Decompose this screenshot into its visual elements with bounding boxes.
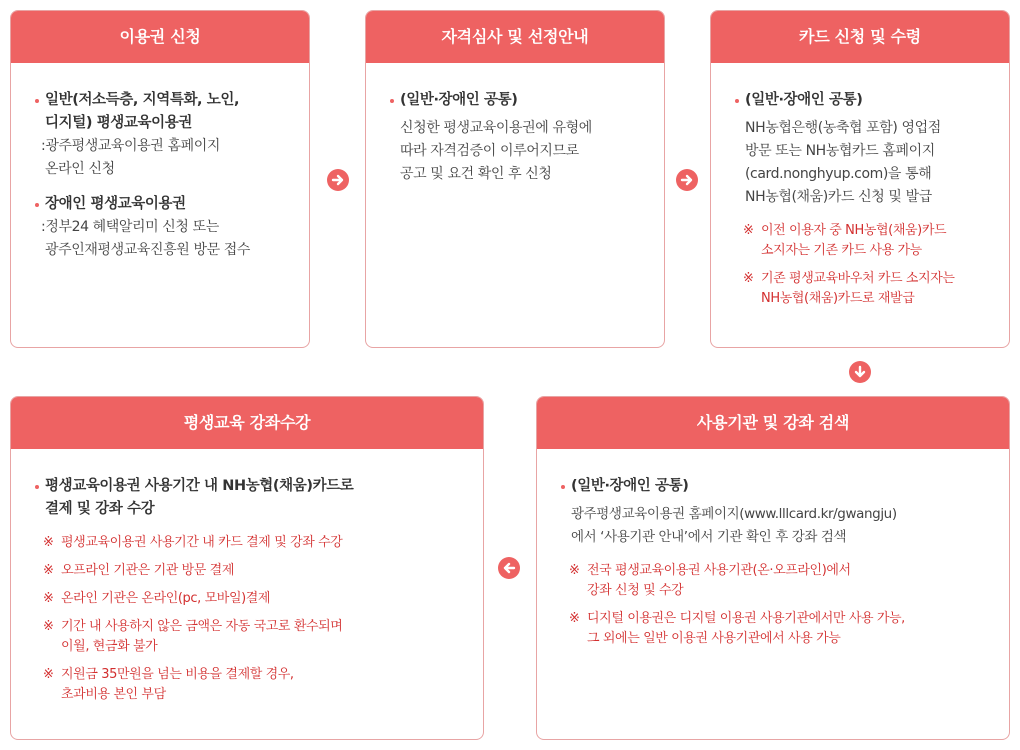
step-title: 카드 신청 및 수령 [711, 11, 1009, 63]
note-text: 전국 평생교육이용권 사용기관(온·오프라인)에서 강좌 신청 및 수강 [587, 563, 851, 598]
step-card-course-attendance [10, 396, 484, 740]
note-item [559, 561, 991, 601]
note-text: 기존 평생교육바우처 카드 소지자는 NH농협(채움)카드로 재발급 [761, 271, 955, 306]
section-heading: 평생교육이용권 사용기간 내 NH농협(채움)카드로 결제 및 강좌 수강 [33, 475, 465, 521]
arrow-right-icon [327, 169, 349, 191]
note-mark: ※ [43, 563, 54, 578]
note-item [33, 589, 465, 609]
section-heading: 일반(저소득층, 지역특화, 노인, 디지털) 평생교육이용권 [33, 89, 291, 135]
step-card-institution-search [536, 396, 1010, 740]
arrow-left-icon [498, 557, 520, 579]
section-heading: (일반·장애인 공통) [559, 475, 991, 498]
step-title: 평생교육 강좌수강 [11, 397, 483, 449]
section-desc: 신청한 평생교육이용권에 유형에 따라 자격검증이 이루어지므로 공고 및 요건 확인 후 신청 [400, 120, 592, 182]
note-text: 지원금 35만원을 넘는 비용을 결제할 경우, 초과비용 본인 부담 [61, 667, 294, 702]
note-item [33, 665, 465, 705]
arrow-down-icon [849, 361, 871, 383]
note-text: 기간 내 사용하지 않은 금액은 자동 국고로 환수되며 이월, 현금화 불가 [61, 619, 343, 654]
note-mark: ※ [43, 667, 54, 682]
section-heading: 장애인 평생교육이용권 [33, 193, 291, 216]
section-desc: NH농협은행(농축협 포함) 영업점 방문 또는 NH농협카드 홈페이지 (card.nonghyup.com)을 통해 NH농협(채움)카드 신청 및 발급 [745, 120, 941, 205]
step-card-application [10, 10, 310, 348]
note-mark: ※ [43, 535, 54, 550]
note-item [733, 269, 991, 309]
section-desc: :광주평생교육이용권 홈페이지 온라인 신청 [41, 138, 220, 177]
arrow-right-icon [676, 169, 698, 191]
note-item [559, 609, 991, 649]
note-mark: ※ [43, 619, 54, 634]
note-text: 평생교육이용권 사용기간 내 카드 결제 및 강좌 수강 [61, 535, 343, 550]
section-desc: :정부24 혜택알리미 신청 또는 광주인재평생교육진흥원 방문 접수 [41, 219, 251, 258]
note-mark: ※ [743, 223, 754, 238]
note-text: 디지털 이용권은 디지털 이용권 사용기관에서만 사용 가능, 그 외에는 일반 이용권 사용기관에서 사용 가능 [587, 611, 905, 646]
note-text: 이전 이용자 중 NH농협(채움)카드 소지자는 기존 카드 사용 가능 [761, 223, 947, 258]
note-mark: ※ [569, 611, 580, 626]
note-text: 오프라인 기관은 기관 방문 결제 [61, 563, 234, 578]
note-item [33, 561, 465, 581]
note-text: 온라인 기관은 온라인(pc, 모바일)결제 [61, 591, 271, 606]
section-heading: (일반·장애인 공통) [733, 89, 991, 112]
step-card-screening [365, 10, 665, 348]
note-item [733, 221, 991, 261]
step-title: 자격심사 및 선정안내 [366, 11, 664, 63]
section-desc: 광주평생교육이용권 홈페이지(www.lllcard.kr/gwangju) 에서 ‘사용기관 안내’에서 기관 확인 후 강좌 검색 [571, 506, 897, 545]
note-mark: ※ [43, 591, 54, 606]
step-card-card-issuance [710, 10, 1010, 348]
step-title: 이용권 신청 [11, 11, 309, 63]
note-mark: ※ [569, 563, 580, 578]
note-item [33, 533, 465, 553]
step-title: 사용기관 및 강좌 검색 [537, 397, 1009, 449]
section-heading: (일반·장애인 공통) [388, 89, 646, 112]
note-item [33, 617, 465, 657]
note-mark: ※ [743, 271, 754, 286]
